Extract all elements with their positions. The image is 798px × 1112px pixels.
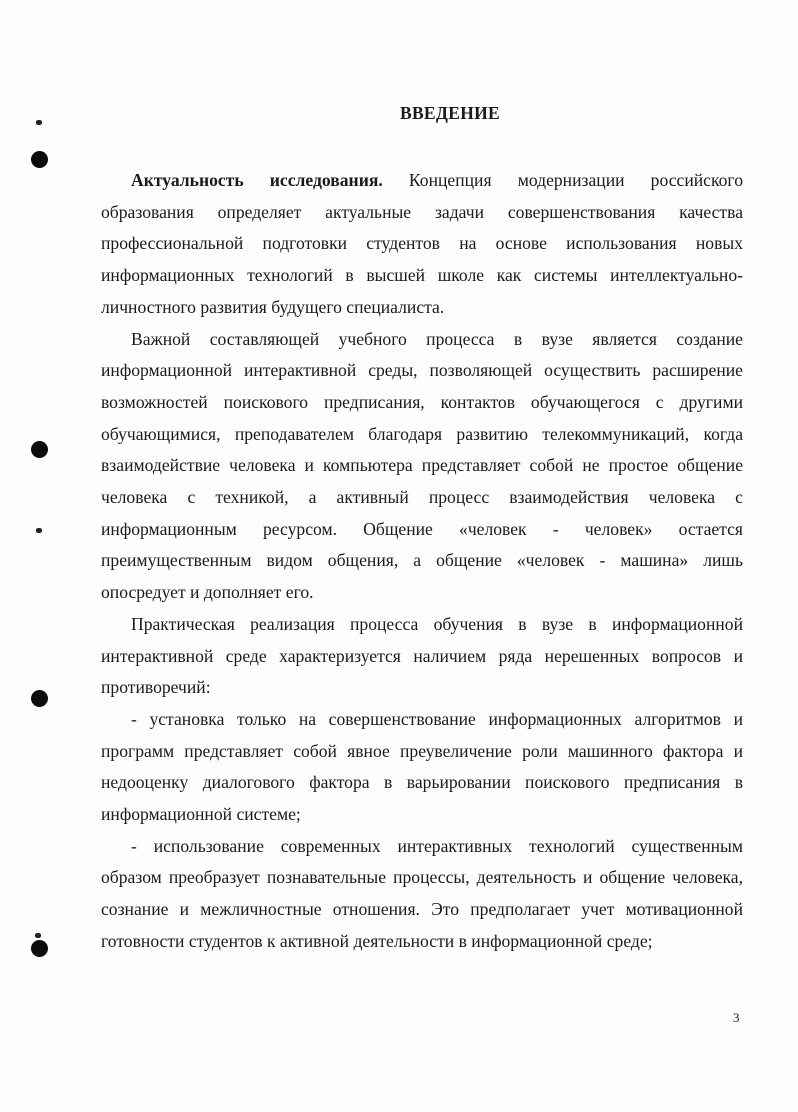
paragraph-interactive-environment: Важной составляющей учебного процесса в вузе является создание информационной интерактивной среды, позволяющей осуществить расширение возможностей поискового предписания, контактов обучающегося с другими обучающимися, преподавателем благодаря развитию телекоммуникаций, когда взаимодействие человека и компьютера представляет собой не простое общение человека с техникой, а активный процесс взаимодействия человека с информационным ресурсом. Общение «человек - человек» остается преимущественным видом общения, а общение «человек - машина» лишь опосредует и дополняет его. — [101, 328, 743, 603]
scan-speck — [35, 933, 41, 938]
binder-hole — [31, 441, 48, 458]
document-body — [101, 165, 743, 958]
list-item-algorithms: - установка только на совершенствование информационных алгоритмов и программ представляет собой явное преувеличение роли машинного фактора и недооценку диалогового фактора в варьировании поискового предписания в информационной системе; — [101, 708, 743, 825]
binder-hole — [31, 940, 48, 957]
scan-speck — [36, 528, 42, 533]
section-heading: ВВЕДЕНИЕ — [399, 103, 501, 123]
binder-hole — [31, 151, 48, 168]
binder-hole — [31, 690, 48, 707]
paragraph-lead: Актуальность исследования. — [131, 170, 383, 190]
paragraph-relevance — [101, 165, 743, 324]
page-number: 3 — [733, 1010, 740, 1025]
paragraph-contradictions: Практическая реализация процесса обучения в вузе в информационной интерактивной среде характеризуется наличием ряда нерешенных вопросов и противоречий: — [101, 613, 743, 698]
list-item-technologies: - использование современных интерактивных технологий существенным образом преобразует познавательные процессы, деятельность и общение человека, сознание и межличностные отношения. Это предполагает учет мотивационной готовности студентов к активной деятельности в информационной среде; — [101, 835, 743, 951]
paragraph-text: Концепция модернизации российского образования определяет актуальные задачи совершенствования качества профессиональной подготовки студентов на основе использования новых информационных технологий в высшей школе как системы интеллектуально-личностного развития будущего специалиста. — [101, 170, 743, 317]
